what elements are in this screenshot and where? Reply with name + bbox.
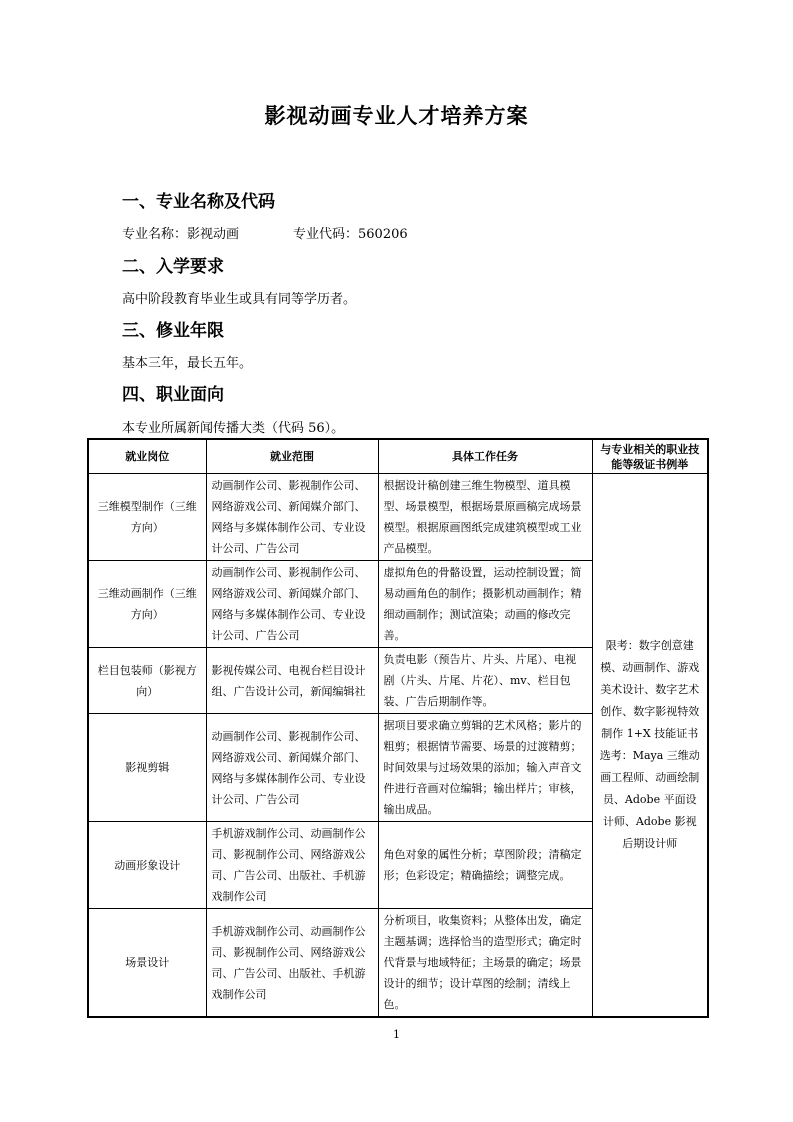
admission-text: 高中阶段教育毕业生或具有同等学历者。	[122, 292, 357, 307]
section-heading-duration: 三、修业年限	[122, 321, 224, 341]
section-heading-career: 四、职业面向	[122, 385, 224, 405]
page-title: 影视动画专业人才培养方案	[264, 104, 529, 128]
cell-tasks: 负责电影（预告片、片头、片尾）、电视剧（片头、片尾、片花）、mv、栏目包装、广告后期制作等。	[378, 648, 592, 714]
cell-position: 动画形象设计	[88, 822, 206, 909]
cell-tasks: 角色对象的属性分析；草图阶段；清稿定形；色彩设定；精确描绘；调整完成。	[378, 822, 592, 909]
cell-position: 三维模型制作（三维方向）	[88, 474, 206, 561]
page-number: 1	[393, 1028, 400, 1041]
cell-scope: 手机游戏制作公司、动画制作公司、影视制作公司、网络游戏公司、广告公司、出版社、手机游戏制作公司	[206, 909, 378, 1018]
table-header-row	[88, 439, 708, 474]
cell-position: 场景设计	[88, 909, 206, 1018]
table-row	[88, 474, 708, 561]
section-heading-major: 一、专业名称及代码	[122, 192, 275, 212]
cell-scope: 动画制作公司、影视制作公司、网络游戏公司、新闻媒介部门、网络与多媒体制作公司、专业设计公司、广告公司	[206, 714, 378, 822]
major-name: 专业名称：影视动画	[122, 227, 240, 242]
cell-scope: 动画制作公司、影视制作公司、网络游戏公司、新闻媒介部门、网络与多媒体制作公司、专业设计公司、广告公司	[206, 474, 378, 561]
header-scope: 就业范围	[206, 439, 378, 474]
cell-position: 三维动画制作（三维方向）	[88, 561, 206, 648]
cell-tasks: 据项目要求确立剪辑的艺术风格；影片的粗剪；根据情节需要、场景的过渡精剪；时间效果与过场效果的添加；输入声音文件进行音画对位编辑；输出样片；审核，输出成品。	[378, 714, 592, 822]
section-heading-admission: 二、入学要求	[122, 257, 224, 277]
major-code: 专业代码：560206	[293, 227, 408, 242]
cell-tasks: 分析项目，收集资料；从整体出发，确定主题基调；选择恰当的造型形式；确定时代背景与地域特征；主场景的确定；场景设计的细节；设计草图的绘制；清线上色。	[378, 909, 592, 1018]
cell-scope: 动画制作公司、影视制作公司、网络游戏公司、新闻媒介部门、网络与多媒体制作公司、专业设计公司、广告公司	[206, 561, 378, 648]
cell-scope: 影视传媒公司、电视台栏目设计组、广告设计公司，新闻编辑社	[206, 648, 378, 714]
career-text: 本专业所属新闻传播大类（代码 56）。	[122, 421, 345, 436]
cell-position: 栏目包装师（影视方向）	[88, 648, 206, 714]
cell-certificates: 限考：数字创意建模、动画制作、游戏美术设计、数字艺术创作、数字影视特效制作 1+X 技能证书选考：Maya 三维动画工程师、动画绘制员、Adobe 平面设计师、Adobe 影视后期设计师	[592, 474, 708, 1018]
career-table	[87, 438, 709, 1018]
cell-tasks: 虚拟角色的骨骼设置，运动控制设置；简易动画角色的制作；摄影机动画制作；精细动画制作；测试渲染；动画的修改完善。	[378, 561, 592, 648]
duration-text: 基本三年，最长五年。	[122, 356, 253, 371]
header-tasks: 具体工作任务	[378, 439, 592, 474]
cell-position: 影视剪辑	[88, 714, 206, 822]
cell-scope: 手机游戏制作公司、动画制作公司、影视制作公司、网络游戏公司、广告公司、出版社、手机游戏制作公司	[206, 822, 378, 909]
header-certificates: 与专业相关的职业技能等级证书例举	[592, 439, 708, 474]
header-position: 就业岗位	[88, 439, 206, 474]
major-info	[122, 223, 408, 242]
cell-tasks: 根据设计稿创建三维生物模型、道具模型、场景模型，根据场景原画稿完成场景模型。根据原画图纸完成建筑模型或工业产品模型。	[378, 474, 592, 561]
